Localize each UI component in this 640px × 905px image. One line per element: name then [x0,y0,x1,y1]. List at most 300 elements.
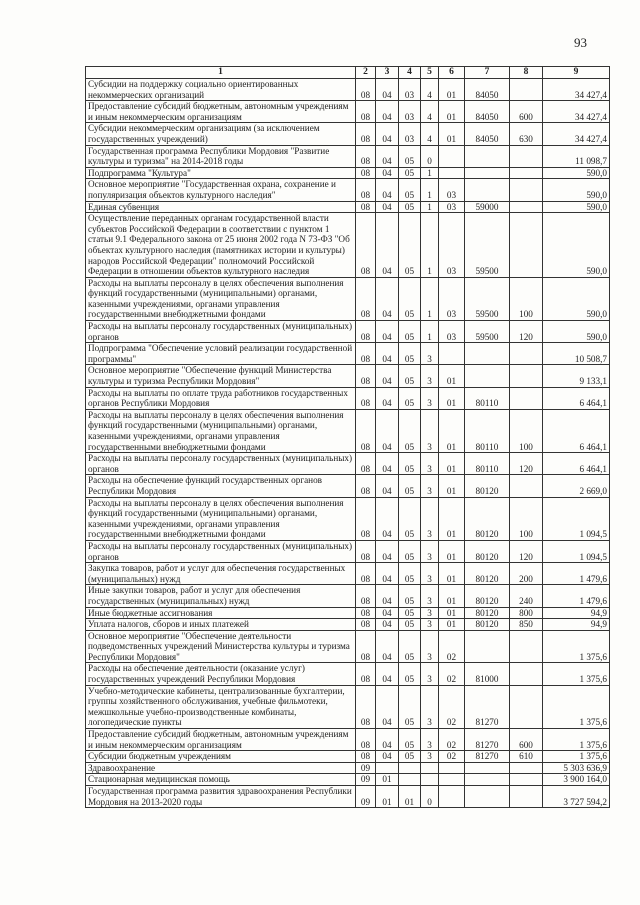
row-section: 08 [356,167,376,179]
row-subprogram: 3 [421,729,439,751]
row-expense-type [510,685,543,728]
row-amount: 1 375,6 [543,663,610,685]
row-expense-type [510,475,543,497]
row-name: Здравоохранение [86,762,356,774]
row-section: 08 [356,475,376,497]
row-direction: 80120 [465,585,510,607]
row-expense-type [510,167,543,179]
row-name: Расходы на выплаты персоналу государственных (муниципальных) органов [86,453,356,475]
row-subsection: 04 [376,409,399,452]
row-activity: 03 [439,213,465,278]
row-activity [439,762,465,774]
row-subprogram: 3 [421,387,439,409]
row-amount: 590,0 [543,179,610,201]
row-subsection: 04 [376,145,399,167]
row-direction: 81270 [465,751,510,763]
row-activity: 01 [439,563,465,585]
row-name: Расходы на выплаты персоналу в целях обеспечения выполнения функций государственными (муниципальными) органами, казенными учреждениями, органами управления государственными внебюджетными фондами [86,409,356,452]
row-amount: 6 464,1 [543,387,610,409]
row-subprogram: 3 [421,751,439,763]
row-program: 05 [399,167,421,179]
row-amount: 34 427,4 [543,79,610,101]
row-subprogram: 3 [421,607,439,619]
row-name: Подпрограмма "Обеспечение условий реализации государственной программы" [86,343,356,365]
row-section: 08 [356,497,376,540]
row-section: 08 [356,123,376,145]
col-header-1: 1 [86,67,356,79]
row-direction: 80110 [465,387,510,409]
row-direction: 59500 [465,277,510,320]
row-amount: 34 427,4 [543,123,610,145]
row-subprogram: 3 [421,619,439,631]
row-amount: 1 375,6 [543,685,610,728]
row-amount: 590,0 [543,167,610,179]
row-direction: 84050 [465,123,510,145]
row-name: Предоставление субсидий бюджетным, автономным учреждениям и иным некоммерческим организациям [86,729,356,751]
row-direction: 59500 [465,321,510,343]
row-section: 08 [356,685,376,728]
row-activity: 02 [439,729,465,751]
row-section: 08 [356,79,376,101]
row-subsection: 04 [376,751,399,763]
row-subprogram: 3 [421,630,439,663]
row-section: 08 [356,213,376,278]
row-direction [465,179,510,201]
row-direction: 84050 [465,101,510,123]
row-subsection: 04 [376,101,399,123]
table-row [86,475,610,497]
row-subsection: 04 [376,213,399,278]
row-section: 08 [356,179,376,201]
row-subsection: 04 [376,630,399,663]
row-amount: 34 427,4 [543,101,610,123]
row-section: 08 [356,145,376,167]
table-row [86,540,610,562]
row-name: Закупка товаров, работ и услуг для обеспечения государственных (муниципальных) нужд [86,563,356,585]
row-activity: 01 [439,585,465,607]
row-activity: 01 [439,79,465,101]
row-program: 05 [399,145,421,167]
row-subprogram: 4 [421,79,439,101]
row-program: 05 [399,201,421,213]
row-expense-type: 610 [510,751,543,763]
row-activity: 02 [439,630,465,663]
table-row [86,387,610,409]
col-header-8: 8 [510,67,543,79]
row-expense-type [510,201,543,213]
row-amount: 11 098,7 [543,145,610,167]
row-subsection: 04 [376,79,399,101]
row-name: Основное мероприятие "Обеспечение деятельности подведомственных учреждений Министерства культуры и туризма Республики Мордовия" [86,630,356,663]
row-name: Субсидии бюджетным учреждениям [86,751,356,763]
page-number: 93 [574,35,587,50]
row-subsection: 04 [376,167,399,179]
row-activity: 03 [439,201,465,213]
row-expense-type: 120 [510,453,543,475]
row-program: 05 [399,729,421,751]
row-name: Расходы на обеспечение функций государственных органов Республики Мордовия [86,475,356,497]
row-activity [439,167,465,179]
row-section: 08 [356,321,376,343]
row-direction [465,762,510,774]
row-expense-type [510,179,543,201]
row-name: Стационарная медицинская помощь [86,774,356,786]
row-program: 05 [399,213,421,278]
row-program: 05 [399,453,421,475]
row-subprogram: 1 [421,179,439,201]
row-expense-type [510,343,543,365]
row-direction: 80110 [465,409,510,452]
table-row [86,453,610,475]
row-subsection: 04 [376,277,399,320]
row-section: 08 [356,343,376,365]
row-expense-type [510,213,543,278]
row-name: Учебно-методические кабинеты, централизованные бухгалтерии, группы хозяйственного обслуживания, учебные фильмотеки, межшкольные учебно-производственные комбинаты, логопедические пункты [86,685,356,728]
row-activity [439,774,465,786]
row-program: 05 [399,365,421,387]
table-row [86,619,610,631]
row-subprogram: 1 [421,321,439,343]
table-row [86,321,610,343]
table-row [86,585,610,607]
row-activity: 01 [439,409,465,452]
row-subsection: 04 [376,585,399,607]
row-subsection: 04 [376,179,399,201]
row-program: 05 [399,497,421,540]
row-program: 03 [399,79,421,101]
row-program [399,774,421,786]
row-amount: 6 464,1 [543,409,610,452]
row-amount: 1 479,6 [543,563,610,585]
row-activity: 02 [439,663,465,685]
table-row [86,365,610,387]
row-amount: 10 508,7 [543,343,610,365]
row-expense-type: 100 [510,277,543,320]
table-row [86,213,610,278]
row-section: 08 [356,663,376,685]
row-section: 08 [356,729,376,751]
table-row [86,630,610,663]
row-subsection: 04 [376,685,399,728]
col-header-2: 2 [356,67,376,79]
row-amount: 9 133,1 [543,365,610,387]
row-subprogram: 4 [421,101,439,123]
row-amount: 94,9 [543,619,610,631]
row-activity: 01 [439,387,465,409]
row-section: 08 [356,201,376,213]
row-amount: 590,0 [543,201,610,213]
row-direction: 59500 [465,213,510,278]
table-row [86,101,610,123]
row-program [399,762,421,774]
row-activity: 01 [439,101,465,123]
table-row [86,774,610,786]
row-amount: 1 094,5 [543,540,610,562]
row-amount: 5 303 636,9 [543,762,610,774]
table-body [86,79,610,808]
row-program: 05 [399,663,421,685]
row-direction: 80120 [465,475,510,497]
row-subprogram: 0 [421,145,439,167]
row-expense-type: 240 [510,585,543,607]
budget-table [85,66,610,808]
row-section: 08 [356,563,376,585]
row-section: 08 [356,409,376,452]
row-expense-type [510,630,543,663]
row-subsection: 04 [376,540,399,562]
row-expense-type [510,387,543,409]
table-row [86,409,610,452]
row-section: 08 [356,585,376,607]
table-row [86,762,610,774]
row-activity: 03 [439,277,465,320]
row-direction [465,365,510,387]
row-activity [439,343,465,365]
row-activity: 03 [439,179,465,201]
row-activity: 01 [439,123,465,145]
row-subprogram: 3 [421,663,439,685]
row-name: Иные закупки товаров, работ и услуг для обеспечения государственных (муниципальных) нужд [86,585,356,607]
row-direction [465,343,510,365]
row-program: 05 [399,563,421,585]
row-program: 05 [399,607,421,619]
col-header-7: 7 [465,67,510,79]
row-direction: 80110 [465,453,510,475]
table-row [86,79,610,101]
row-expense-type: 100 [510,497,543,540]
row-program: 05 [399,751,421,763]
row-program: 05 [399,277,421,320]
row-activity [439,145,465,167]
row-name: Субсидии на поддержку социально ориентированных некоммерческих организаций [86,79,356,101]
row-activity: 01 [439,475,465,497]
row-subprogram: 3 [421,563,439,585]
row-name: Государственная программа развития здравоохранения Республики Мордовия на 2013-2020 годы [86,786,356,808]
row-activity: 01 [439,540,465,562]
row-subsection: 04 [376,475,399,497]
table-row [86,563,610,585]
row-subsection: 01 [376,774,399,786]
row-subsection: 04 [376,123,399,145]
row-section: 09 [356,774,376,786]
row-amount: 1 375,6 [543,630,610,663]
row-subsection: 04 [376,497,399,540]
row-expense-type: 120 [510,540,543,562]
row-amount: 590,0 [543,321,610,343]
row-expense-type: 630 [510,123,543,145]
table-row [86,167,610,179]
row-section: 08 [356,607,376,619]
table-row [86,277,610,320]
row-name: Предоставление субсидий бюджетным, автономным учреждениям и иным некоммерческим организациям [86,101,356,123]
row-section: 08 [356,630,376,663]
row-subprogram: 3 [421,365,439,387]
row-amount: 3 900 164,0 [543,774,610,786]
row-activity: 01 [439,453,465,475]
row-direction [465,145,510,167]
row-subprogram [421,762,439,774]
row-direction: 59000 [465,201,510,213]
row-subprogram: 1 [421,167,439,179]
row-program: 05 [399,409,421,452]
row-program: 05 [399,179,421,201]
row-subprogram: 1 [421,201,439,213]
table-row [86,497,610,540]
row-section: 08 [356,365,376,387]
row-subsection [376,762,399,774]
row-direction [465,786,510,808]
row-expense-type: 800 [510,607,543,619]
row-amount: 1 375,6 [543,729,610,751]
row-name: Расходы на выплаты персоналу государственных (муниципальных) органов [86,321,356,343]
row-name: Расходы на выплаты персоналу в целях обеспечения выполнения функций государственными (муниципальными) органами, казенными учреждениями, органами управления государственными внебюджетными фондами [86,497,356,540]
row-expense-type: 120 [510,321,543,343]
row-subprogram [421,774,439,786]
row-expense-type [510,365,543,387]
row-activity: 02 [439,685,465,728]
row-program: 03 [399,123,421,145]
row-activity: 01 [439,619,465,631]
row-name: Расходы на выплаты персоналу в целях обеспечения выполнения функций государственными (муниципальными) органами, казенными учреждениями, органами управления государственными внебюджетными фондами [86,277,356,320]
table-row [86,179,610,201]
col-header-9: 9 [543,67,610,79]
row-section: 08 [356,277,376,320]
row-subprogram: 3 [421,409,439,452]
table-row [86,663,610,685]
row-expense-type [510,663,543,685]
row-subsection: 04 [376,453,399,475]
table-header-row [86,67,610,79]
row-direction [465,774,510,786]
col-header-4: 4 [399,67,421,79]
row-name: Субсидии некоммерческим организациям (за исключением государственных учреждений) [86,123,356,145]
row-program: 05 [399,630,421,663]
row-subprogram: 3 [421,497,439,540]
row-program: 05 [399,387,421,409]
row-expense-type: 600 [510,729,543,751]
row-program: 03 [399,101,421,123]
row-subsection: 01 [376,786,399,808]
row-subprogram: 4 [421,123,439,145]
col-header-3: 3 [376,67,399,79]
row-name: Уплата налогов, сборов и иных платежей [86,619,356,631]
row-expense-type: 100 [510,409,543,452]
row-activity [439,786,465,808]
row-subprogram: 3 [421,475,439,497]
row-direction: 80120 [465,619,510,631]
row-subprogram: 3 [421,585,439,607]
row-subsection: 04 [376,729,399,751]
row-section: 08 [356,751,376,763]
row-subsection: 04 [376,321,399,343]
row-direction: 80120 [465,563,510,585]
row-name: Иные бюджетные ассигнования [86,607,356,619]
row-section: 09 [356,786,376,808]
row-program: 05 [399,619,421,631]
row-subsection: 04 [376,563,399,585]
row-subsection: 04 [376,343,399,365]
row-amount: 2 669,0 [543,475,610,497]
table-row [86,751,610,763]
row-subprogram: 3 [421,540,439,562]
row-amount: 1 094,5 [543,497,610,540]
table-row [86,786,610,808]
row-direction: 80120 [465,497,510,540]
row-direction: 80120 [465,607,510,619]
row-name: Осуществление переданных органам государственной власти субъектов Российской Федерации в соответствии с пунктом 1 статьи 9.1 Федерального закона от 25 июня 2002 года N 73-ФЗ "Об объектах культурного наследия (памятниках истории и культуры) народов Российской Федерации" полномочий Российской Федерации в отношении объектов культурного наследия [86,213,356,278]
row-subsection: 04 [376,607,399,619]
row-section: 08 [356,387,376,409]
row-section: 08 [356,540,376,562]
row-section: 08 [356,101,376,123]
row-name: Расходы на выплаты по оплате труда работников государственных органов Республики Мордовия [86,387,356,409]
row-activity: 02 [439,751,465,763]
row-subsection: 04 [376,663,399,685]
row-program: 05 [399,685,421,728]
row-activity: 01 [439,365,465,387]
row-subprogram: 0 [421,786,439,808]
row-amount: 1 479,6 [543,585,610,607]
row-subsection: 04 [376,387,399,409]
row-direction [465,167,510,179]
row-section: 09 [356,762,376,774]
row-expense-type [510,786,543,808]
row-expense-type [510,762,543,774]
row-program: 05 [399,321,421,343]
table-row [86,343,610,365]
row-amount: 3 727 594,2 [543,786,610,808]
row-activity: 01 [439,607,465,619]
row-direction: 81270 [465,685,510,728]
row-subsection: 04 [376,201,399,213]
row-name: Основное мероприятие "Государственная охрана, сохранение и популяризация объектов культурного наследия" [86,179,356,201]
row-activity: 01 [439,497,465,540]
row-name: Государственная программа Республики Мордовия "Развитие культуры и туризма" на 2014-2018 годы [86,145,356,167]
row-program: 05 [399,475,421,497]
table-row [86,685,610,728]
row-expense-type [510,79,543,101]
table-row [86,729,610,751]
row-amount: 590,0 [543,277,610,320]
row-expense-type [510,774,543,786]
table-row [86,201,610,213]
row-expense-type: 600 [510,101,543,123]
row-section: 08 [356,453,376,475]
row-amount: 1 375,6 [543,751,610,763]
row-activity: 03 [439,321,465,343]
row-subsection: 04 [376,365,399,387]
col-header-5: 5 [421,67,439,79]
row-program: 05 [399,540,421,562]
row-name: Единая субвенция [86,201,356,213]
row-direction [465,630,510,663]
row-amount: 6 464,1 [543,453,610,475]
table-row [86,607,610,619]
row-section: 08 [356,619,376,631]
row-expense-type: 850 [510,619,543,631]
row-program: 05 [399,343,421,365]
row-direction: 81000 [465,663,510,685]
row-program: 01 [399,786,421,808]
row-name: Основное мероприятие "Обеспечение функций Министерства культуры и туризма Республики Мордовия" [86,365,356,387]
row-direction: 80120 [465,540,510,562]
row-subprogram: 3 [421,685,439,728]
row-program: 05 [399,585,421,607]
row-subprogram: 1 [421,277,439,320]
row-amount: 94,9 [543,607,610,619]
row-subsection: 04 [376,619,399,631]
table-row [86,145,610,167]
